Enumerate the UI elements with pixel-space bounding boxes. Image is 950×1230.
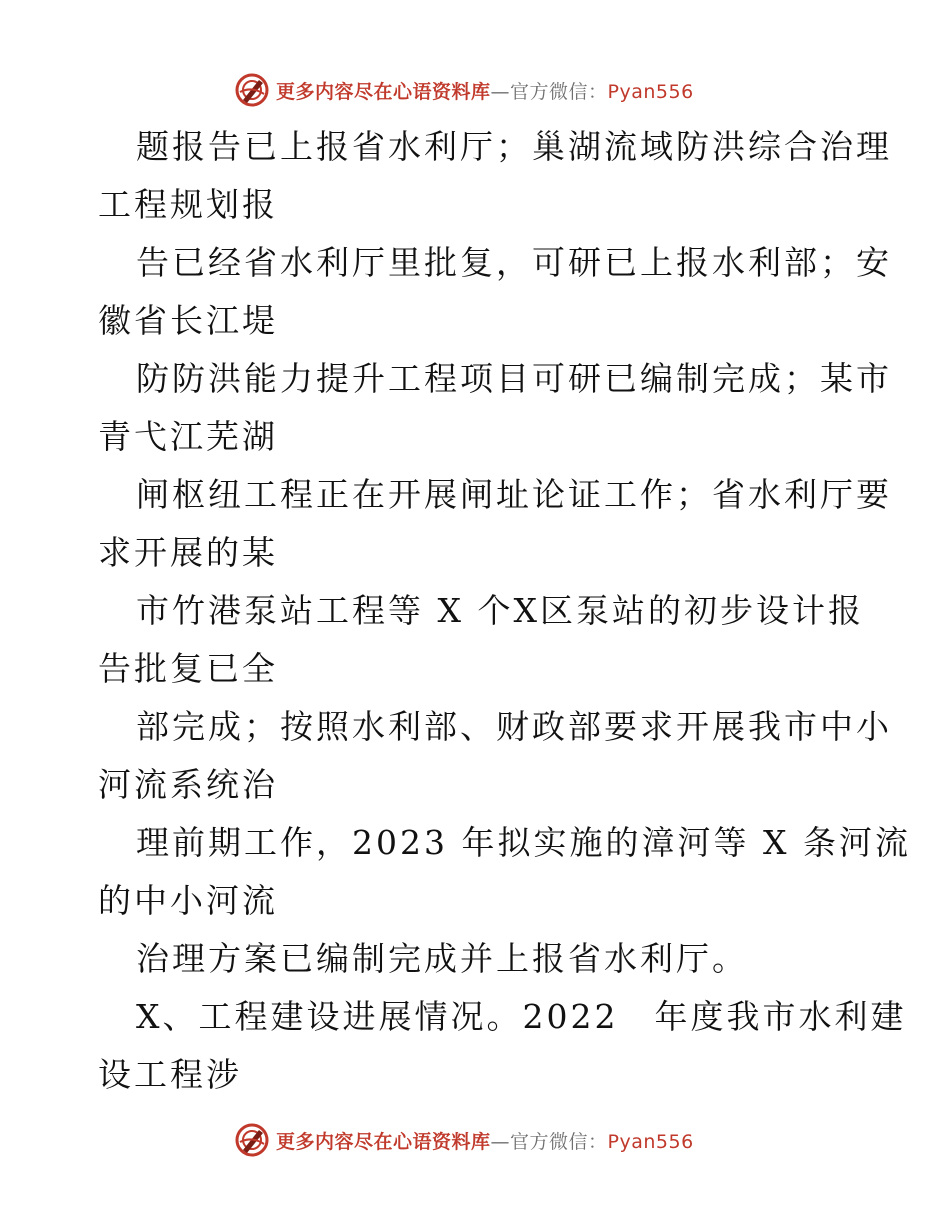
paragraph	[98, 582, 888, 698]
paragraph-line: 青弋江芜湖	[98, 417, 278, 456]
footer-dash: —	[490, 1130, 511, 1153]
footer-contact-label: 官方微信：	[510, 1130, 608, 1153]
footer-text	[276, 1127, 694, 1154]
paragraph-line: 市竹港泵站工程等 X 个X区泵站的初步设计报	[136, 591, 864, 630]
footer-site-prefix: 更多内容尽在心语资料库	[276, 1130, 491, 1153]
header-text	[276, 77, 694, 104]
footer-banner	[234, 1120, 694, 1160]
header-banner	[234, 70, 694, 110]
paragraph	[98, 988, 907, 1104]
paragraph-line: 告已经省水利厅里批复，可研已上报水利部；安	[136, 243, 892, 282]
paragraph-line: 求开展的某	[98, 533, 278, 572]
paragraph-line: 防防洪能力提升工程项目可研已编制完成；某市	[136, 359, 892, 398]
paragraph	[98, 234, 892, 350]
header-contact-id: Pyan556	[607, 80, 694, 103]
paragraph-line: X、工程建设进展情况。2022 年度我市水利建	[136, 997, 907, 1036]
brand-logo-icon	[234, 1122, 270, 1158]
paragraph-line: 部完成；按照水利部、财政部要求开展我市中小	[136, 707, 892, 746]
paragraph-line: 工程规划报	[98, 185, 278, 224]
paragraph-line: 河流系统治	[98, 765, 278, 804]
brand-logo-icon	[234, 72, 270, 108]
paragraph-line: 理前期工作，2023 年拟实施的漳河等 X 条河流	[136, 823, 911, 862]
paragraph-line: 的中小河流	[98, 881, 278, 920]
paragraph-line: 徽省长江堤	[98, 301, 278, 340]
paragraph	[98, 466, 892, 582]
paragraph-line: 告批复已全	[98, 649, 278, 688]
paragraph-line: 设工程涉	[98, 1055, 242, 1094]
header-site-prefix: 更多内容尽在心语资料库	[276, 80, 491, 103]
header-dash: —	[490, 80, 511, 103]
paragraph	[98, 118, 892, 234]
paragraph-line: 闸枢纽工程正在开展闸址论证工作；省水利厅要	[136, 475, 892, 514]
header-contact-label: 官方微信：	[510, 80, 608, 103]
paragraph	[98, 350, 892, 466]
document-body	[98, 118, 911, 1104]
paragraph	[98, 930, 888, 988]
paragraph-line: 题报告已上报省水利厅；巢湖流域防洪综合治理	[136, 127, 892, 166]
footer-contact-id: Pyan556	[607, 1130, 694, 1153]
paragraph	[98, 814, 911, 930]
paragraph-line: 治理方案已编制完成并上报省水利厅。	[136, 939, 748, 978]
paragraph	[98, 698, 892, 814]
